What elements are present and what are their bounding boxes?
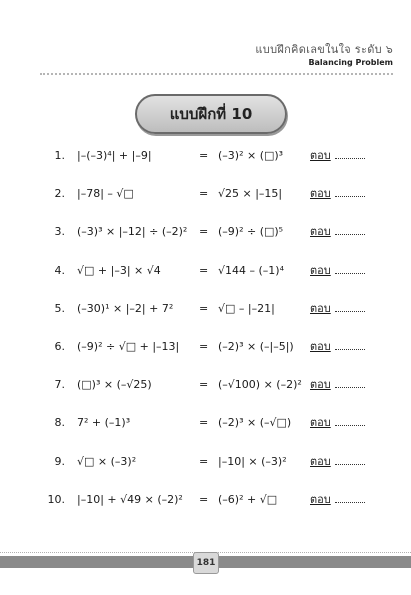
answer-blank[interactable] [335, 464, 365, 465]
answer-blank[interactable] [335, 425, 365, 426]
problem-rhs: √25 × |–15| [218, 187, 283, 201]
answer-label: ตอบ [310, 263, 331, 277]
header-english-subtitle: Balancing Problem [308, 58, 393, 67]
problem-number: 7. [54, 378, 65, 392]
header-thai-subtitle: แบบฝึกคิดเลขในใจ ระดับ ๖ [255, 43, 393, 56]
problem-number: 9. [54, 454, 65, 468]
problem-number: 1. [54, 149, 65, 162]
problem-lhs: (–30)¹ × |–2| + 7² [77, 301, 174, 315]
answer-label: ตอบ [310, 416, 331, 430]
answer-label: ตอบ [310, 340, 331, 353]
answer-label: ตอบ [310, 454, 331, 468]
equals-sign: = [199, 301, 209, 315]
problem-lhs: 7² + (–1)³ [77, 416, 131, 430]
equals-sign: = [199, 416, 209, 430]
problem-row [0, 490, 411, 510]
equals-sign: = [199, 225, 209, 239]
equals-sign: = [199, 263, 209, 277]
answer-blank[interactable] [335, 273, 365, 274]
answer-label: ตอบ [310, 492, 331, 506]
problem-lhs: (□)³ × (–√25) [77, 378, 152, 392]
problem-number: 3. [54, 225, 65, 239]
equals-sign: = [199, 340, 209, 353]
equals-sign: = [199, 378, 209, 392]
problem-row [0, 222, 411, 242]
problem-row [0, 184, 411, 204]
problem-lhs: (–3)³ × |–12| ÷ (–2)² [77, 225, 188, 239]
problem-lhs: |–(–3)⁴| + |–9| [77, 149, 152, 162]
problem-row [0, 146, 411, 166]
problem-row [0, 413, 411, 433]
problem-row [0, 261, 411, 281]
problem-rhs: (–√100) × (–2)² [218, 378, 302, 392]
problem-rhs: (–6)² + √□ [218, 492, 278, 506]
problem-row [0, 337, 411, 357]
answer-blank[interactable] [335, 502, 365, 503]
problem-number: 2. [54, 187, 65, 201]
problem-number: 10. [47, 492, 65, 506]
answer-label: ตอบ [310, 378, 331, 392]
answer-label: ตอบ [310, 225, 331, 239]
problem-number: 5. [54, 301, 65, 315]
problem-lhs: √□ × (–3)² [77, 454, 137, 468]
problem-lhs: |–78| – √□ [77, 187, 134, 201]
problem-lhs: √□ + |–3| × √4 [77, 263, 161, 277]
problem-rhs: (–2)³ × (–|–5|) [218, 340, 294, 353]
equals-sign: = [199, 149, 209, 162]
answer-blank[interactable] [335, 387, 365, 388]
page-number: 181 [193, 552, 219, 574]
problem-rhs: |–10| × (–3)² [218, 454, 287, 468]
answer-blank[interactable] [335, 158, 365, 159]
problem-row [0, 452, 411, 472]
answer-blank[interactable] [335, 311, 365, 312]
problem-row [0, 375, 411, 395]
exercise-title: แบบฝึกที่ 10 [135, 94, 287, 134]
problem-number: 4. [54, 263, 65, 277]
problem-lhs: (–9)² ÷ √□ + |–13| [77, 340, 180, 353]
answer-label: ตอบ [310, 187, 331, 201]
answer-blank[interactable] [335, 349, 365, 350]
problem-rhs: √144 – (–1)⁴ [218, 263, 284, 277]
answer-label: ตอบ [310, 301, 331, 315]
answer-blank[interactable] [335, 234, 365, 235]
problem-rhs: √□ – |–21| [218, 301, 275, 315]
equals-sign: = [199, 187, 209, 201]
answer-blank[interactable] [335, 196, 365, 197]
problem-lhs: |–10| + √49 × (–2)² [77, 492, 183, 506]
problem-row [0, 299, 411, 319]
problem-rhs: (–2)³ × (–√□) [218, 416, 292, 430]
problem-rhs: (–9)² ÷ (□)⁵ [218, 225, 284, 239]
problem-rhs: (–3)² × (□)³ [218, 149, 284, 162]
answer-label: ตอบ [310, 149, 331, 162]
equals-sign: = [199, 492, 209, 506]
problem-number: 8. [54, 416, 65, 430]
dotted-divider [40, 73, 393, 75]
equals-sign: = [199, 454, 209, 468]
problem-number: 6. [54, 340, 65, 353]
